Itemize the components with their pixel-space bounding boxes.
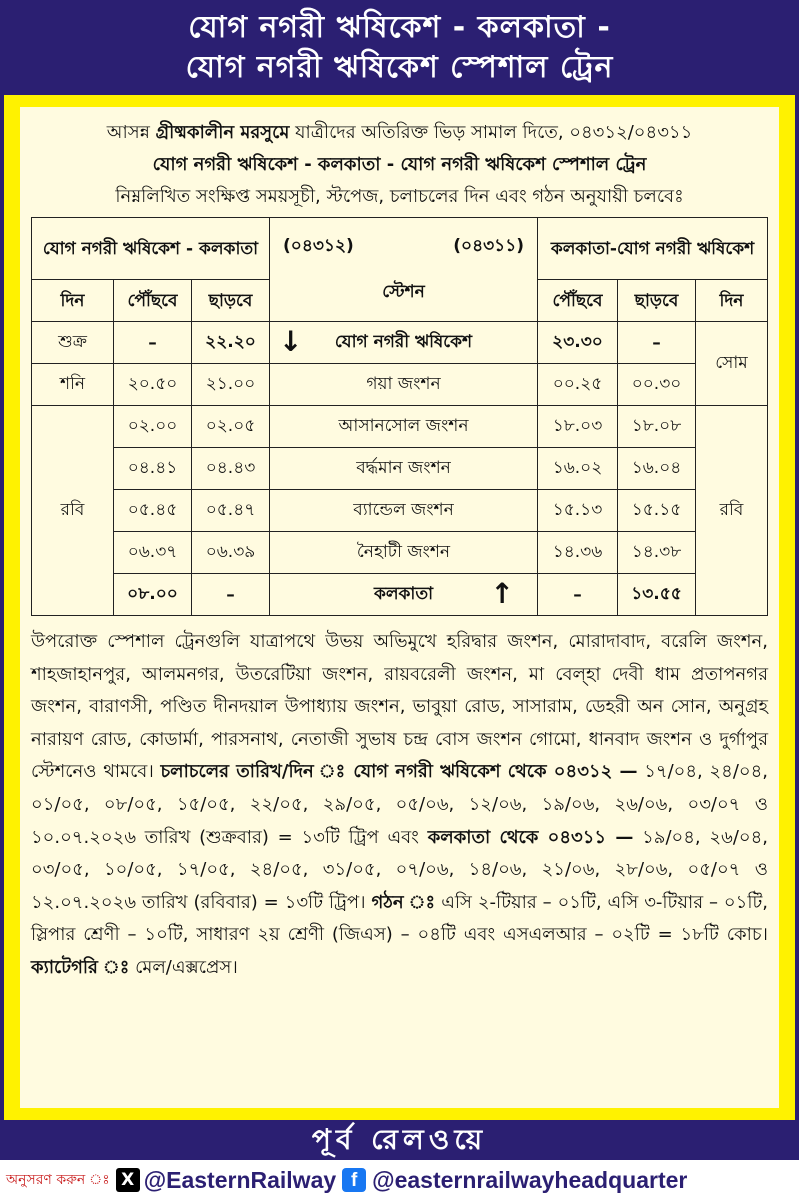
- from-kolkata-label: কলকাতা থেকে ০৪৩১১ —: [427, 826, 634, 848]
- formation-label: গঠন ঃ: [371, 891, 436, 913]
- depart-cell: ০৪.৪৩: [192, 448, 270, 490]
- intro-line-3: নিম্নলিখিত সংক্ষিপ্ত সময়সূচী, স্টপেজ, চলাচলের দিন এবং গঠন অনুযায়ী চলবেঃ: [115, 186, 684, 207]
- depart-cell: ১৪.৩৮: [618, 532, 696, 574]
- station-cell: [270, 322, 538, 364]
- depart-cell: ১৫.১৫: [618, 490, 696, 532]
- train-number-left: (০৪৩১২): [283, 235, 354, 256]
- arrive-cell: ১৬.০২: [538, 448, 618, 490]
- follow-label: অনুসরণ করুন ঃ: [6, 1172, 110, 1188]
- intro-text: আসন্ন: [106, 122, 156, 143]
- col-depart-right: ছাড়বে: [618, 280, 696, 322]
- intro-train-name: যোগ নগরী ঋষিকেশ - কলকাতা - যোগ নগরী ঋষিকেশ স্পেশাল ট্রেন: [152, 154, 647, 175]
- facebook-handle-link[interactable]: @easternrailwayheadquarter: [372, 1166, 688, 1193]
- arrive-cell: ০২.০০: [114, 406, 192, 448]
- arrive-cell: ২০.৫০: [114, 364, 192, 406]
- depart-cell: ০৫.৪৭: [192, 490, 270, 532]
- col-arrive-right: পৌঁছবে: [538, 280, 618, 322]
- header-banner: [0, 0, 799, 95]
- up-arrow-icon: ↑: [490, 576, 514, 610]
- table-row: [32, 406, 768, 448]
- depart-cell: –: [192, 574, 270, 616]
- table-row: [32, 574, 768, 616]
- depart-cell: ১৩.৫৫: [618, 574, 696, 616]
- col-day-left: দিন: [32, 280, 114, 322]
- arrive-cell: ০৮.০০: [114, 574, 192, 616]
- arrive-cell: ০০.২৫: [538, 364, 618, 406]
- intro-line-2: [31, 149, 768, 181]
- dates-up-text: ১৭/০৪, ২৪/০৪, ০১/০৫, ০৮/০৫, ১৫/০৫, ২২/০৫, ২৯/০৫, ০৫/০৬, ১২/০৬, ১৯/০৬, ২৬/০৬, ০৩/০৭ ও ১০.০৭.২০২৬ তারিখ (শুক্রবার) = ১৩টি ট্রিপ এবং: [31, 761, 768, 848]
- station-cell: নৈহাটী জংশন: [270, 532, 538, 574]
- intro-season: গ্রীষ্মকালীন মরসুমে: [155, 122, 290, 143]
- station-name: কলকাতা: [373, 583, 434, 604]
- social-bar: [0, 1160, 799, 1200]
- header-line-2: যোগ নগরী ঋষিকেশ স্পেশাল ট্রেন: [185, 49, 614, 85]
- day-cell: রবি: [32, 406, 114, 616]
- intro-text: যাত্রীদের অতিরিক্ত ভিড় সামাল দিতে, ০৪৩১২/০৪৩১১: [289, 122, 693, 143]
- depart-cell: ১৬.০৪: [618, 448, 696, 490]
- depart-cell: –: [618, 322, 696, 364]
- timetable: [31, 217, 768, 616]
- depart-cell: ০৬.৩৯: [192, 532, 270, 574]
- depart-cell: ২২.২০: [192, 322, 270, 364]
- station-cell: ব্যান্ডেল জংশন: [270, 490, 538, 532]
- content-panel: [20, 107, 779, 1108]
- arrive-cell: ০৬.৩৭: [114, 532, 192, 574]
- header-line-1: যোগ নগরী ঋষিকেশ - কলকাতা -: [188, 9, 611, 45]
- station-cell: বর্দ্ধমান জংশন: [270, 448, 538, 490]
- station-header: স্টেশন: [382, 281, 425, 302]
- table-row: [32, 322, 768, 364]
- details-paragraph: [31, 626, 768, 985]
- train-numbers: [273, 233, 534, 261]
- station-cell: আসানসোল জংশন: [270, 406, 538, 448]
- right-direction-title: কলকাতা-যোগ নগরী ঋষিকেশ: [538, 218, 768, 280]
- col-day-right: দিন: [696, 280, 768, 322]
- table-row: [32, 532, 768, 574]
- depart-cell: ২১.০০: [192, 364, 270, 406]
- arrive-cell: ০৪.৪১: [114, 448, 192, 490]
- intro-line-1: [31, 117, 768, 149]
- arrive-cell: ২৩.৩০: [538, 322, 618, 364]
- train-number-right: (০৪৩১১): [453, 235, 524, 256]
- arrive-cell: ০৫.৪৫: [114, 490, 192, 532]
- day-cell: শনি: [32, 364, 114, 406]
- left-direction-title: যোগ নগরী ঋষিকেশ - কলকাতা: [32, 218, 270, 280]
- table-row: [32, 490, 768, 532]
- arrive-cell: –: [538, 574, 618, 616]
- table-row: [32, 364, 768, 406]
- depart-cell: ০২.০৫: [192, 406, 270, 448]
- category-label: ক্যাটেগরি ঃ: [31, 956, 130, 978]
- arrive-cell: ১৮.০৩: [538, 406, 618, 448]
- day-cell: শুক্র: [32, 322, 114, 364]
- table-row: [32, 448, 768, 490]
- arrive-cell: –: [114, 322, 192, 364]
- stoppages-text: উপরোক্ত স্পেশাল ট্রেনগুলি যাত্রাপথে উভয় অভিমুখে হরিদ্বার জংশন, মোরাদাবাদ, বরেলি জংশন, শাহজাহানপুর, আলমনগর, উতরেটিয়া জংশন, রায়বরেলী জংশন, মা বেল্‌হা দেবী ধাম প্রতাপনগর জংশন, বারাণসী, পণ্ডিত দীনদয়াল উপাধ্যায় জংশন, ভাবুয়া রোড, সাসারাম, ডেহরী অন সোন, অনুগ্রহ নারায়ণ রোড, কোডার্মা, পারসনাথ, নেতাজী সুভাষ চন্দ্র বোস জংশন গোমো, ধানবাদ জংশন ও দুর্গাপুর স্টেশনেও থামবে।: [31, 631, 768, 783]
- station-header-cell: [270, 218, 538, 322]
- x-handle-link[interactable]: @EasternRailway: [143, 1166, 337, 1193]
- down-arrow-icon: ↓: [279, 324, 303, 358]
- yellow-frame: [4, 95, 795, 1120]
- dates-label: চলাচলের তারিখ/দিন ঃ যোগ নগরী ঋষিকেশ থেকে ০৪৩১২ —: [160, 761, 638, 783]
- depart-cell: ০০.৩০: [618, 364, 696, 406]
- x-logo-icon[interactable]: X: [116, 1168, 140, 1192]
- dates-down-text: ১৯/০৪, ২৬/০৪, ০৩/০৫, ১০/০৫, ১৭/০৫, ২৪/০৫, ৩১/০৫, ০৭/০৬, ১৪/০৬, ২১/০৬, ২৮/০৬, ০৫/০৭ ও ১২.০৭.২০২৬ তারিখ (রবিবার) = ১৩টি ট্রিপ।: [31, 826, 768, 913]
- station-cell: গয়া জংশন: [270, 364, 538, 406]
- day-cell: রবি: [696, 406, 768, 616]
- arrive-cell: ১৪.৩৬: [538, 532, 618, 574]
- day-cell: সোম: [696, 322, 768, 406]
- org-title: পূর্ব রেলওয়ে: [311, 1123, 488, 1156]
- station-name: যোগ নগরী ঋষিকেশ: [334, 331, 473, 352]
- col-depart-left: ছাড়বে: [192, 280, 270, 322]
- depart-cell: ১৮.০৮: [618, 406, 696, 448]
- category-text: মেল/এক্সপ্রেস।: [129, 956, 238, 978]
- arrive-cell: ১৫.১৩: [538, 490, 618, 532]
- formation-text: এসি ২-টিয়ার – ০১টি, এসি ৩-টিয়ার – ০১টি, স্লিপার শ্রেণী – ১০টি, সাধারণ ২য় শ্রেণী (জিএস) – ০৪টি এবং এসএলআর – ০২টি = ১৮টি কোচ।: [31, 891, 768, 946]
- col-arrive-left: পৌঁছবে: [114, 280, 192, 322]
- facebook-logo-icon[interactable]: f: [342, 1168, 366, 1192]
- station-cell: [270, 574, 538, 616]
